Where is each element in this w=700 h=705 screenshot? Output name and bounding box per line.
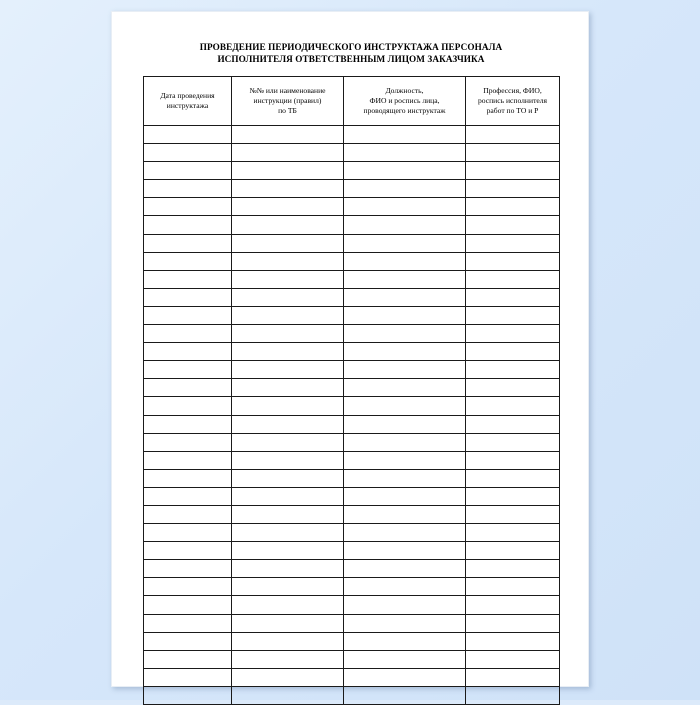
table-cell[interactable]: [466, 252, 560, 270]
table-row: [144, 361, 560, 379]
table-cell[interactable]: [344, 469, 466, 487]
table-cell[interactable]: [344, 524, 466, 542]
table-cell[interactable]: [344, 306, 466, 324]
table-cell[interactable]: [232, 650, 344, 668]
table-cell[interactable]: [466, 144, 560, 162]
table-cell[interactable]: [232, 578, 344, 596]
table-row: [144, 198, 560, 216]
table-cell[interactable]: [144, 524, 232, 542]
table-cell[interactable]: [344, 632, 466, 650]
table-row: [144, 451, 560, 469]
table-cell[interactable]: [344, 397, 466, 415]
table-cell[interactable]: [232, 632, 344, 650]
table-cell[interactable]: [466, 524, 560, 542]
table-cell[interactable]: [466, 469, 560, 487]
table-cell[interactable]: [466, 650, 560, 668]
table-cell[interactable]: [466, 379, 560, 397]
table-row: [144, 433, 560, 451]
table-cell[interactable]: [344, 288, 466, 306]
table-cell[interactable]: [232, 487, 344, 505]
table-cell[interactable]: [344, 270, 466, 288]
table-cell[interactable]: [344, 505, 466, 523]
table-cell[interactable]: [344, 686, 466, 704]
table-cell[interactable]: [144, 451, 232, 469]
table-row: [144, 216, 560, 234]
table-cell[interactable]: [232, 306, 344, 324]
table-cell[interactable]: [232, 180, 344, 198]
table-cell[interactable]: [466, 198, 560, 216]
table-cell[interactable]: [144, 162, 232, 180]
table-cell[interactable]: [144, 252, 232, 270]
table-row: [144, 578, 560, 596]
table-row: [144, 343, 560, 361]
table-cell[interactable]: [144, 288, 232, 306]
table-cell[interactable]: [232, 270, 344, 288]
table-cell[interactable]: [232, 668, 344, 686]
table-cell[interactable]: [232, 361, 344, 379]
table-cell[interactable]: [466, 288, 560, 306]
table-row: [144, 686, 560, 704]
table-cell[interactable]: [232, 216, 344, 234]
table-cell[interactable]: [232, 288, 344, 306]
table-row: [144, 126, 560, 144]
table-cell[interactable]: [232, 252, 344, 270]
table-row: [144, 650, 560, 668]
table-cell[interactable]: [466, 668, 560, 686]
table-cell[interactable]: [232, 524, 344, 542]
table-row: [144, 668, 560, 686]
table-cell[interactable]: [144, 343, 232, 361]
table-cell[interactable]: [344, 415, 466, 433]
table-cell[interactable]: [232, 542, 344, 560]
table-cell[interactable]: [344, 379, 466, 397]
table-cell[interactable]: [232, 451, 344, 469]
table-header: [144, 77, 560, 126]
table-header-row: [144, 77, 560, 126]
table-cell[interactable]: [144, 505, 232, 523]
table-row: [144, 379, 560, 397]
table-cell[interactable]: [344, 451, 466, 469]
table-row: [144, 234, 560, 252]
table-cell[interactable]: [144, 596, 232, 614]
table-cell[interactable]: [466, 686, 560, 704]
table-row: [144, 505, 560, 523]
table-cell[interactable]: [344, 650, 466, 668]
table-cell[interactable]: [344, 668, 466, 686]
table-cell[interactable]: [344, 126, 466, 144]
table-cell[interactable]: [466, 542, 560, 560]
document-page: [111, 11, 589, 687]
table-cell[interactable]: [232, 343, 344, 361]
table-cell[interactable]: [232, 596, 344, 614]
table-cell[interactable]: [344, 614, 466, 632]
table-row: [144, 180, 560, 198]
page-content: [143, 42, 559, 705]
page-title: [143, 42, 559, 65]
table-cell[interactable]: [344, 180, 466, 198]
table-cell[interactable]: [344, 144, 466, 162]
table-cell[interactable]: [344, 198, 466, 216]
table-cell[interactable]: [344, 325, 466, 343]
table-cell[interactable]: [232, 234, 344, 252]
table-cell[interactable]: [466, 306, 560, 324]
table-cell[interactable]: [466, 560, 560, 578]
table-cell[interactable]: [232, 144, 344, 162]
column-header-profession: Профессия, ФИО, роспись исполнителя работ по ТО и Р: [466, 77, 560, 126]
table-cell[interactable]: [232, 126, 344, 144]
table-cell[interactable]: [466, 361, 560, 379]
table-cell[interactable]: [232, 469, 344, 487]
table-cell[interactable]: [232, 686, 344, 704]
table-cell[interactable]: [466, 234, 560, 252]
table-cell[interactable]: [232, 614, 344, 632]
table-cell[interactable]: [344, 433, 466, 451]
table-cell[interactable]: [344, 234, 466, 252]
table-cell[interactable]: [232, 433, 344, 451]
column-header-position: Должность, ФИО и роспись лица, проводящего инструктаж: [344, 77, 466, 126]
table-cell[interactable]: [466, 180, 560, 198]
table-cell[interactable]: [466, 505, 560, 523]
table-cell[interactable]: [144, 578, 232, 596]
table-row: [144, 542, 560, 560]
table-row: [144, 325, 560, 343]
page-title-line-2: ИСПОЛНИТЕЛЯ ОТВЕТСТВЕННЫМ ЛИЦОМ ЗАКАЗЧИКА: [217, 53, 485, 64]
table-cell[interactable]: [144, 469, 232, 487]
table-cell[interactable]: [466, 343, 560, 361]
table-cell[interactable]: [144, 686, 232, 704]
table-cell[interactable]: [344, 542, 466, 560]
table-cell[interactable]: [144, 433, 232, 451]
table-cell[interactable]: [466, 325, 560, 343]
table-cell[interactable]: [466, 162, 560, 180]
column-header-date: Дата проведения инструктажа: [144, 77, 232, 126]
table-cell[interactable]: [144, 487, 232, 505]
table-cell[interactable]: [232, 560, 344, 578]
table-cell[interactable]: [466, 270, 560, 288]
table-cell[interactable]: [144, 270, 232, 288]
table-cell[interactable]: [144, 542, 232, 560]
table-cell[interactable]: [466, 415, 560, 433]
table-cell[interactable]: [466, 397, 560, 415]
table-body: [144, 126, 560, 705]
column-header-instruction: №№ или наименование инструкции (правил) по ТБ: [232, 77, 344, 126]
table-cell[interactable]: [344, 216, 466, 234]
table-row: [144, 162, 560, 180]
table-row: [144, 270, 560, 288]
table-cell[interactable]: [466, 451, 560, 469]
table-cell[interactable]: [344, 343, 466, 361]
table-cell[interactable]: [144, 614, 232, 632]
table-cell[interactable]: [144, 216, 232, 234]
table-cell[interactable]: [466, 596, 560, 614]
table-cell[interactable]: [144, 650, 232, 668]
table-row: [144, 252, 560, 270]
table-row: [144, 596, 560, 614]
table-cell[interactable]: [344, 487, 466, 505]
table-cell[interactable]: [232, 379, 344, 397]
table-cell[interactable]: [144, 144, 232, 162]
table-cell[interactable]: [144, 126, 232, 144]
table-row: [144, 288, 560, 306]
table-cell[interactable]: [344, 596, 466, 614]
table-cell[interactable]: [144, 560, 232, 578]
table-cell[interactable]: [144, 632, 232, 650]
table-cell[interactable]: [344, 361, 466, 379]
table-cell[interactable]: [466, 433, 560, 451]
table-cell[interactable]: [344, 560, 466, 578]
table-row: [144, 306, 560, 324]
table-cell[interactable]: [466, 578, 560, 596]
table-row: [144, 560, 560, 578]
table-row: [144, 487, 560, 505]
table-cell[interactable]: [144, 379, 232, 397]
table-cell[interactable]: [232, 397, 344, 415]
table-cell[interactable]: [144, 397, 232, 415]
table-cell[interactable]: [232, 198, 344, 216]
table-cell[interactable]: [144, 361, 232, 379]
table-cell[interactable]: [344, 578, 466, 596]
table-cell[interactable]: [232, 325, 344, 343]
table-cell[interactable]: [144, 180, 232, 198]
table-cell[interactable]: [466, 632, 560, 650]
table-cell[interactable]: [232, 162, 344, 180]
table-row: [144, 415, 560, 433]
table-cell[interactable]: [144, 198, 232, 216]
page-title-line-1: ПРОВЕДЕНИЕ ПЕРИОДИЧЕСКОГО ИНСТРУКТАЖА ПЕРСОНАЛА: [199, 42, 503, 52]
instruction-log-table: [143, 76, 560, 705]
table-cell[interactable]: [344, 162, 466, 180]
table-row: [144, 397, 560, 415]
table-cell[interactable]: [144, 415, 232, 433]
table-row: [144, 614, 560, 632]
table-cell[interactable]: [344, 252, 466, 270]
table-cell[interactable]: [466, 126, 560, 144]
table-cell[interactable]: [144, 325, 232, 343]
table-cell[interactable]: [466, 614, 560, 632]
table-cell[interactable]: [466, 487, 560, 505]
table-row: [144, 632, 560, 650]
table-cell[interactable]: [144, 306, 232, 324]
table-cell[interactable]: [466, 216, 560, 234]
table-cell[interactable]: [232, 415, 344, 433]
table-row: [144, 524, 560, 542]
table-cell[interactable]: [232, 505, 344, 523]
table-row: [144, 469, 560, 487]
table-row: [144, 144, 560, 162]
table-cell[interactable]: [144, 668, 232, 686]
table-cell[interactable]: [144, 234, 232, 252]
